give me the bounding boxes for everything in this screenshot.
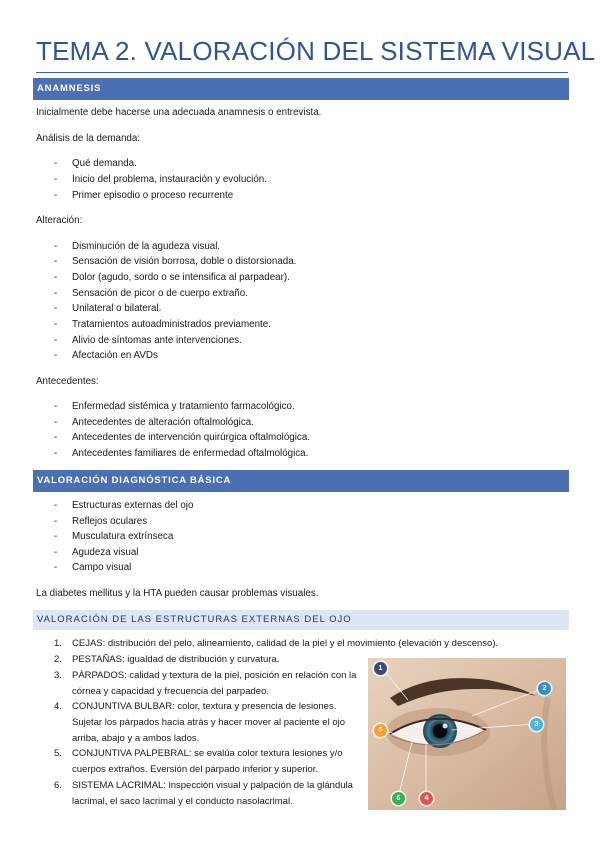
section-header-anamnesis: ANAMNESIS bbox=[33, 78, 569, 100]
numbered-item: 6. SISTEMA LACRIMAL: inspección visual y palpación de la glándula lacrimal, el saco lacrimal y el conducto nasolacrimal. bbox=[54, 780, 353, 807]
list-item: - Antecedentes familiares de enfermedad oftalmológica. bbox=[54, 448, 309, 459]
valoracion-note: La diabetes mellitus y la HTA pueden causar problemas visuales. bbox=[36, 588, 319, 599]
list-item: - Dolor (agudo, sordo o se intensifica al parpadear). bbox=[54, 272, 290, 283]
marker-badge: 2 bbox=[538, 682, 551, 695]
eye-illustration bbox=[368, 658, 566, 810]
list-item: - Enfermedad sistémica y tratamiento farmacológico. bbox=[54, 401, 295, 412]
demanda-label: Análisis de la demanda: bbox=[36, 133, 141, 144]
list-item: - Antecedentes de alteración oftalmológica. bbox=[54, 417, 254, 428]
numbered-item: 4. CONJUNTIVA BULBAR: color, textura y presencia de lesiones. Sujetar los párpados hacia atrás y hacer mover al paciente el ojo arriba, abajo y a ambos lados. bbox=[54, 701, 346, 744]
list-item: - Inicio del problema, instauración y evolución. bbox=[54, 174, 267, 185]
section-header-valoracion: VALORACIÓN DIAGNÓSTICA BÁSICA bbox=[33, 470, 569, 492]
section-header-estructuras: VALORACIÓN DE LAS ESTRUCTURAS EXTERNAS DEL OJO bbox=[33, 610, 569, 630]
list-item: - Antecedentes de intervención quirúrgica oftalmológica. bbox=[54, 432, 310, 443]
list-item: - Sensación de picor o de cuerpo extraño. bbox=[54, 288, 248, 299]
numbered-item: 5. CONJUNTIVA PALPEBRAL: se evalúa color textura lesiones y/o cuerpos extraños. Eversión del párpado inferior y superior. bbox=[54, 748, 343, 775]
numbered-item: 3. PÁRPADOS: calidad y textura de la piel, posición en relación con la córnea y capacidad y frecuencia del parpadeo. bbox=[54, 670, 357, 697]
marker-badge: 1 bbox=[374, 662, 387, 675]
list-item: - Tratamientos autoadministrados previamente. bbox=[54, 319, 271, 330]
list-item: - Musculatura extrínseca bbox=[54, 531, 174, 542]
list-item: - Disminución de la agudeza visual. bbox=[54, 241, 221, 252]
list-item: - Qué demanda. bbox=[54, 158, 137, 169]
marker-badge: 4 bbox=[420, 792, 433, 805]
list-item: - Unilateral o bilateral. bbox=[54, 303, 162, 314]
marker-badge: 6 bbox=[392, 792, 405, 805]
list-item: - Primer episodio o proceso recurrente bbox=[54, 190, 234, 201]
list-item: - Campo visual bbox=[54, 562, 132, 573]
list-item: - Estructuras externas del ojo bbox=[54, 500, 194, 511]
antecedentes-label: Antecedentes: bbox=[36, 376, 99, 387]
marker-badge: 3 bbox=[530, 718, 543, 731]
alteracion-label: Alteración: bbox=[36, 215, 83, 226]
anamnesis-intro: Inicialmente debe hacerse una adecuada anamnesis o entrevista. bbox=[36, 107, 322, 118]
numbered-item: 2. PESTAÑAS: igualdad de distribución y curvatura. bbox=[54, 654, 280, 665]
eye-anatomy-image bbox=[368, 658, 566, 810]
list-item: - Agudeza visual bbox=[54, 547, 139, 558]
list-item: - Alivio de síntomas ante intervenciones. bbox=[54, 335, 242, 346]
title-divider bbox=[36, 72, 568, 73]
list-item: - Afectación en AVDs bbox=[54, 350, 158, 361]
marker-badge: 5 bbox=[374, 724, 387, 737]
list-item: - Sensación de visión borrosa, doble o distorsionada. bbox=[54, 256, 297, 267]
page-title: TEMA 2. VALORACIÓN DEL SISTEMA VISUAL bbox=[36, 36, 596, 66]
list-item: - Reflejos oculares bbox=[54, 516, 148, 527]
numbered-item: 1. CEJAS: distribución del pelo, alineamiento, calidad de la piel y el movimiento (elevación y descenso). bbox=[54, 638, 499, 649]
